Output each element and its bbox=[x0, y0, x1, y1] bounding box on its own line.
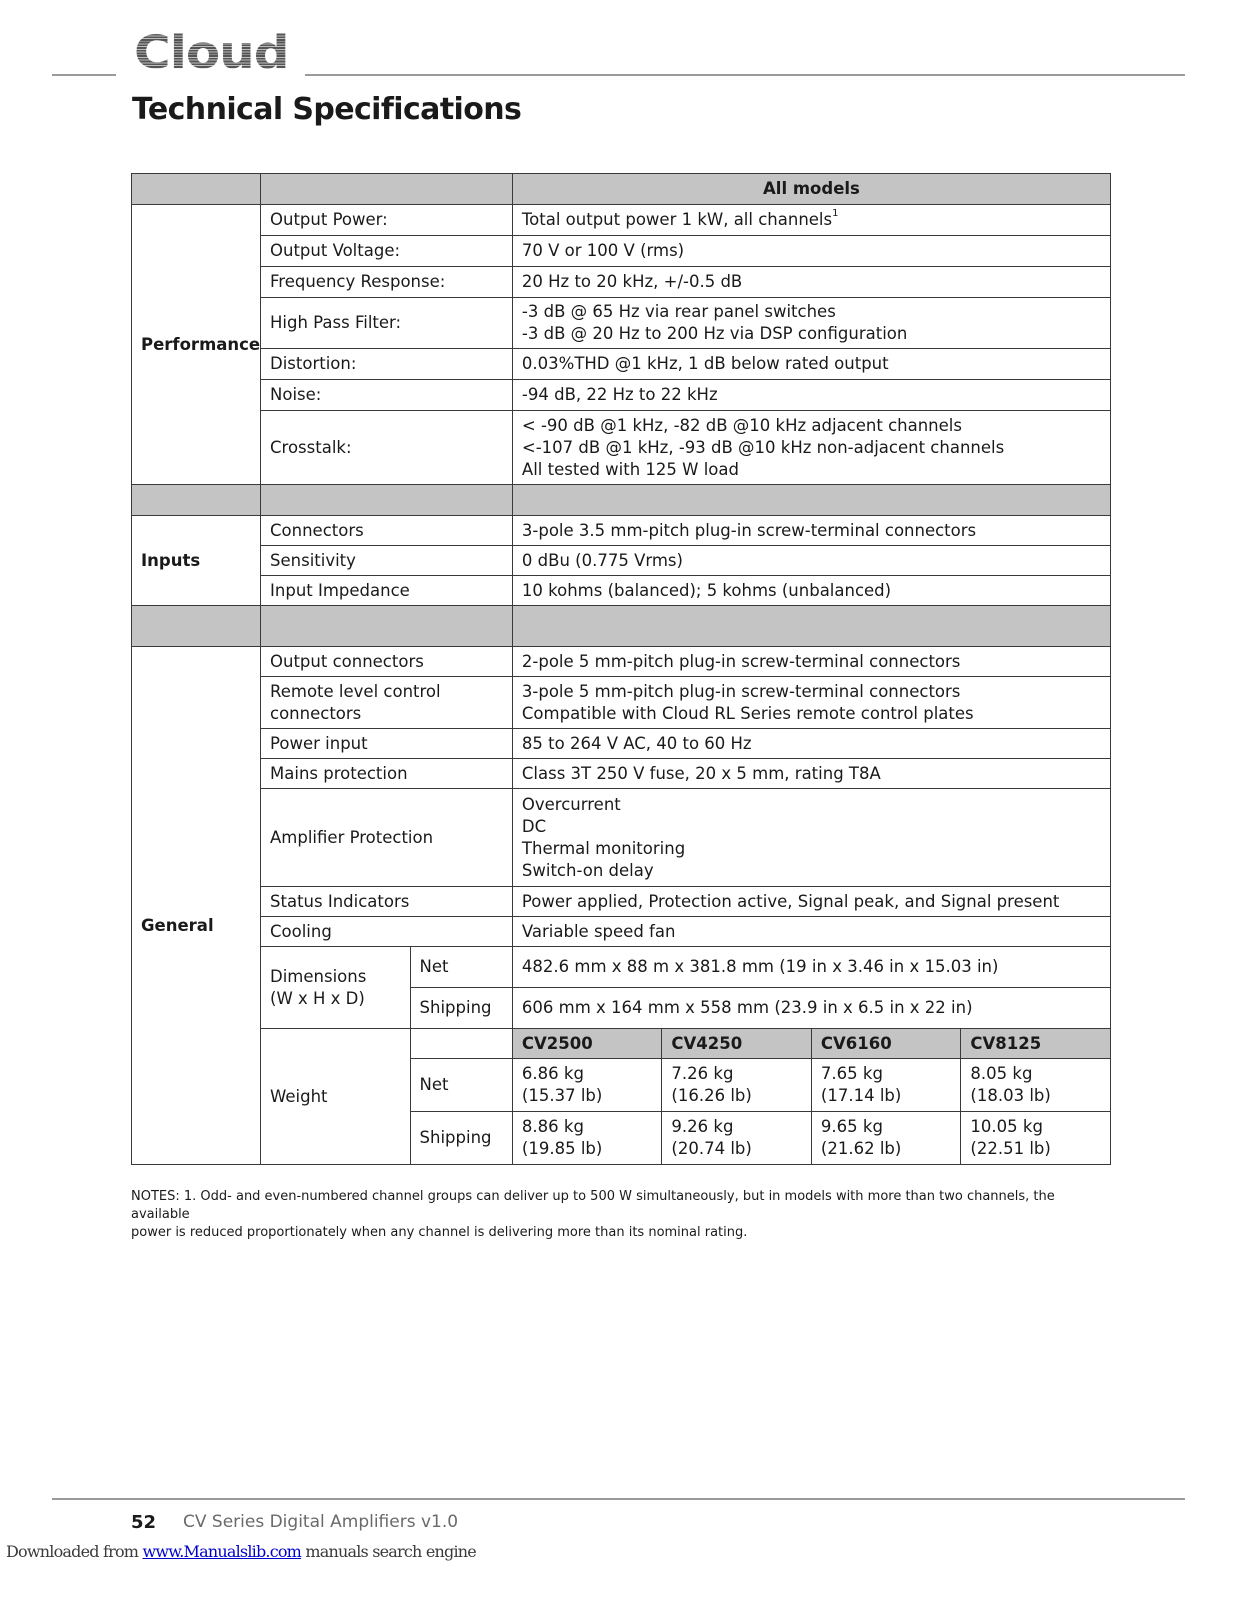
performance-section bbox=[132, 205, 1111, 485]
section-divider bbox=[132, 485, 1111, 516]
table-row bbox=[132, 380, 1111, 411]
general-section bbox=[132, 647, 1111, 1165]
text-line: 7.65 kg bbox=[820, 1064, 883, 1083]
weight-shipping-value bbox=[662, 1112, 812, 1165]
dimensions-shipping-label: Shipping bbox=[410, 988, 512, 1029]
table-row bbox=[132, 516, 1111, 546]
table-row bbox=[132, 729, 1111, 759]
text-line: Overcurrent bbox=[521, 794, 621, 814]
dimensions-net-label: Net bbox=[410, 947, 512, 988]
spec-value bbox=[512, 298, 1110, 349]
text-line: 8.05 kg bbox=[970, 1064, 1033, 1083]
spec-value bbox=[512, 789, 1110, 887]
table-header-row bbox=[132, 174, 1111, 205]
spec-name: Mains protection bbox=[261, 759, 513, 789]
table-row bbox=[132, 947, 1111, 988]
text-line: connectors bbox=[270, 703, 362, 723]
model-name: CV2500 bbox=[512, 1029, 662, 1059]
table-row bbox=[132, 349, 1111, 380]
text-line: (19.85 lb) bbox=[521, 1139, 603, 1158]
text-line: 10.05 kg bbox=[970, 1117, 1043, 1136]
spec-value: 10 kohms (balanced); 5 kohms (unbalanced) bbox=[512, 576, 1110, 606]
spec-value: 3-pole 3.5 mm-pitch plug-in screw-terminal connectors bbox=[512, 516, 1110, 546]
text-line: <-107 dB @1 kHz, -93 dB @10 kHz non-adjacent channels bbox=[521, 437, 1005, 457]
table-row bbox=[132, 236, 1111, 267]
weight-net-value bbox=[512, 1059, 662, 1112]
notes bbox=[131, 1188, 1091, 1242]
text-line: (21.62 lb) bbox=[820, 1139, 902, 1158]
table-row bbox=[132, 546, 1111, 576]
footer-rule bbox=[52, 1498, 1185, 1500]
text-line: Thermal monitoring bbox=[521, 838, 686, 858]
spec-value: 0 dBu (0.775 Vrms) bbox=[512, 546, 1110, 576]
text-line: (22.51 lb) bbox=[970, 1139, 1051, 1158]
spec-value: 2-pole 5 mm-pitch plug-in screw-terminal connectors bbox=[512, 647, 1110, 677]
dimensions-shipping-value: 606 mm x 164 mm x 558 mm (23.9 in x 6.5 in x 22 in) bbox=[512, 988, 1110, 1029]
table-row bbox=[132, 647, 1111, 677]
table-row bbox=[132, 298, 1111, 349]
table-row bbox=[132, 411, 1111, 485]
text-line: -3 dB @ 20 Hz to 200 Hz via DSP configuration bbox=[521, 324, 908, 343]
weight-shipping-value bbox=[961, 1112, 1111, 1165]
text-line: 6.86 kg bbox=[521, 1064, 584, 1083]
spec-value: Class 3T 250 V fuse, 20 x 5 mm, rating T8A bbox=[512, 759, 1110, 789]
table-row bbox=[132, 677, 1111, 729]
text-line: -3 dB @ 65 Hz via rear panel switches bbox=[521, 302, 836, 321]
text-line: Switch-on delay bbox=[521, 860, 654, 880]
text-line: DC bbox=[521, 816, 547, 836]
text-line: (W x H x D) bbox=[270, 988, 365, 1008]
text-line: Compatible with Cloud RL Series remote control plates bbox=[521, 703, 974, 723]
inputs-section bbox=[132, 516, 1111, 606]
section-divider bbox=[132, 606, 1111, 647]
table-row bbox=[132, 789, 1111, 887]
weight-model-row bbox=[132, 1029, 1111, 1059]
category-inputs: Inputs bbox=[132, 516, 261, 606]
text-line: Remote level control bbox=[270, 681, 441, 701]
header-rule-right bbox=[305, 74, 1185, 76]
spec-name: Output Power: bbox=[261, 205, 513, 236]
spec-value bbox=[512, 677, 1110, 729]
category-general: General bbox=[132, 647, 261, 1165]
model-name: CV8125 bbox=[961, 1029, 1111, 1059]
spec-name: Power input bbox=[261, 729, 513, 759]
weight-net-value bbox=[811, 1059, 961, 1112]
weight-shipping-label: Shipping bbox=[410, 1112, 512, 1165]
spec-value: Total output power 1 kW, all channels$^1$ bbox=[512, 205, 1110, 236]
dimensions-net-value: 482.6 mm x 88 m x 381.8 mm (19 in x 3.46 in x 15.03 in) bbox=[512, 947, 1110, 988]
table-row bbox=[132, 576, 1111, 606]
text-line: Dimensions bbox=[270, 966, 367, 986]
spec-value: 70 V or 100 V (rms) bbox=[512, 236, 1110, 267]
spec-name: Connectors bbox=[261, 516, 513, 546]
weight-shipping-value bbox=[512, 1112, 662, 1165]
table-row bbox=[132, 267, 1111, 298]
weight-net-value bbox=[662, 1059, 812, 1112]
spec-name: Output Voltage: bbox=[261, 236, 513, 267]
weight-net-value bbox=[961, 1059, 1111, 1112]
download-watermark: Downloaded from www.Manualslib.com manuals search engine bbox=[6, 1542, 476, 1561]
table-row bbox=[132, 917, 1111, 947]
text-line: 9.65 kg bbox=[820, 1117, 883, 1136]
table-row bbox=[132, 759, 1111, 789]
text-line: (17.14 lb) bbox=[820, 1086, 902, 1105]
weight-shipping-value bbox=[811, 1112, 961, 1165]
text-line: < -90 dB @1 kHz, -82 dB @10 kHz adjacent channels bbox=[521, 415, 962, 435]
spec-name: Input Impedance bbox=[261, 576, 513, 606]
spec-value bbox=[512, 411, 1110, 485]
spec-value: 85 to 264 V AC, 40 to 60 Hz bbox=[512, 729, 1110, 759]
spec-name: Noise: bbox=[261, 380, 513, 411]
text-line: 7.26 kg bbox=[671, 1064, 734, 1083]
spec-name: Crosstalk: bbox=[261, 411, 513, 485]
model-name: CV6160 bbox=[811, 1029, 961, 1059]
footnote-marker: 1 bbox=[832, 208, 839, 219]
text-line: (18.03 lb) bbox=[970, 1086, 1051, 1105]
weight-net-label: Net bbox=[410, 1059, 512, 1112]
spec-table bbox=[131, 173, 1111, 1165]
spec-value: Variable speed fan bbox=[512, 917, 1110, 947]
spec-name: Cooling bbox=[261, 917, 513, 947]
spec-value: 0.03%THD @1 kHz, 1 dB below rated output bbox=[512, 349, 1110, 380]
spec-value: -94 dB, 22 Hz to 22 kHz bbox=[512, 380, 1110, 411]
text-line: 8.86 kg bbox=[521, 1117, 584, 1136]
header-rule-left bbox=[52, 74, 116, 76]
notes-line: power is reduced proportionately when any channel is delivering more than its nominal rating. bbox=[131, 1225, 748, 1240]
page-number: 52 bbox=[131, 1512, 157, 1533]
text-line: 9.26 kg bbox=[671, 1117, 734, 1136]
spec-value: 20 Hz to 20 kHz, +/-0.5 dB bbox=[512, 267, 1110, 298]
spec-value: Power applied, Protection active, Signal peak, and Signal present bbox=[512, 887, 1110, 917]
cloud-logo: Cloud bbox=[134, 26, 289, 79]
spec-name: Distortion: bbox=[261, 349, 513, 380]
manualslib-link[interactable]: www.Manualslib.com bbox=[142, 1542, 302, 1561]
page-title: Technical Specifications bbox=[132, 92, 522, 127]
document-title: CV Series Digital Amplifiers v1.0 bbox=[183, 1512, 459, 1532]
spec-name: Status Indicators bbox=[261, 887, 513, 917]
text-line: All tested with 125 W load bbox=[521, 459, 739, 479]
notes-line: NOTES: 1. Odd- and even-numbered channel groups can deliver up to 500 W simultaneously, but in models with more than two channels, the available bbox=[131, 1189, 1055, 1222]
spec-name: Output connectors bbox=[261, 647, 513, 677]
table-row bbox=[132, 887, 1111, 917]
text-line: (20.74 lb) bbox=[671, 1139, 752, 1158]
model-name: CV4250 bbox=[662, 1029, 812, 1059]
spec-name: Amplifier Protection bbox=[261, 789, 513, 887]
table-row bbox=[132, 205, 1111, 236]
spec-name bbox=[261, 677, 513, 729]
text-line: (15.37 lb) bbox=[521, 1086, 603, 1105]
text-line: 3-pole 5 mm-pitch plug-in screw-terminal connectors bbox=[521, 681, 961, 701]
all-models-header: All models bbox=[512, 174, 1110, 205]
spec-name: Frequency Response: bbox=[261, 267, 513, 298]
dimensions-label bbox=[261, 947, 411, 1029]
category-performance: Performance bbox=[132, 205, 261, 485]
spec-name: High Pass Filter: bbox=[261, 298, 513, 349]
text-line: (16.26 lb) bbox=[671, 1086, 752, 1105]
spec-name: Sensitivity bbox=[261, 546, 513, 576]
weight-label: Weight bbox=[261, 1029, 411, 1165]
